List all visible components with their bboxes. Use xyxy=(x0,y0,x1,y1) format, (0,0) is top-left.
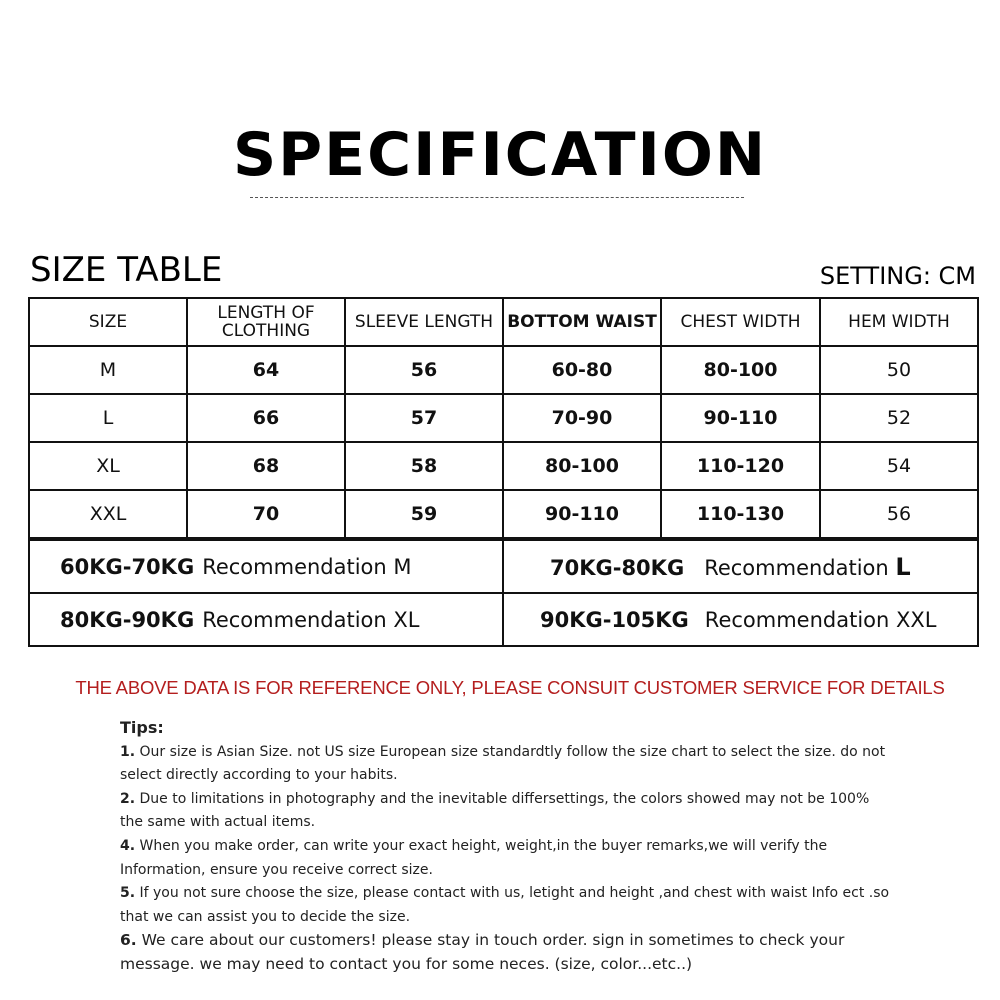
hem-cell: 56 xyxy=(820,490,978,538)
reference-notice: THE ABOVE DATA IS FOR REFERENCE ONLY, PLEASE CONSUIT CUSTOMER SERVICE FOR DETAILS xyxy=(75,677,945,698)
table-row xyxy=(29,490,978,538)
tip-text: We care about our customers! please stay in touch order. sign in sometimes to check your message. we may need to contact you for some neces. (size, color...etc..) xyxy=(120,931,845,973)
weight-range: 60KG-70KG xyxy=(60,554,195,579)
tips-heading: Tips: xyxy=(120,718,164,737)
tip-number: 1. xyxy=(120,743,136,760)
page-title: SPECIFICATION xyxy=(232,120,768,190)
tip-number: 6. xyxy=(120,931,137,950)
recommendation-cell xyxy=(503,593,978,646)
sleeve-cell: 58 xyxy=(345,442,503,490)
recommendation-text: Recommendation XXL xyxy=(704,607,937,632)
recommendation-text: Recommendation xyxy=(704,555,889,580)
size-cell: M xyxy=(29,346,187,394)
size-cell: L xyxy=(29,394,187,442)
header-hem-width: HEM WIDTH xyxy=(820,298,978,346)
length-cell: 66 xyxy=(187,394,345,442)
tip-number: 2. xyxy=(120,790,136,807)
table-row xyxy=(29,346,978,394)
header-size: SIZE xyxy=(29,298,187,346)
tip-item xyxy=(120,882,890,929)
tip-number: 4. xyxy=(120,837,136,854)
recommendation-cell xyxy=(503,540,978,593)
tip-text: Due to limitations in photography and the inevitable differsettings, the colors showed may not be 100% the same with actual items. xyxy=(120,790,870,831)
tips-section xyxy=(120,716,890,977)
tip-text: When you make order, can write your exact height, weight,in the buyer remarks,we will verify the Information, ensure you receive correct size. xyxy=(120,837,828,878)
waist-cell: 90-110 xyxy=(503,490,661,538)
tip-item xyxy=(120,835,890,882)
recommendation-cell xyxy=(29,540,503,593)
chest-cell: 110-120 xyxy=(661,442,820,490)
sleeve-cell: 56 xyxy=(345,346,503,394)
size-table-heading: SIZE TABLE xyxy=(30,250,223,290)
tip-text: Our size is Asian Size. not US size European size standardtly follow the size chart to select the size. do not select directly according to your habits. xyxy=(120,743,886,784)
chest-cell: 80-100 xyxy=(661,346,820,394)
tip-text: If you not sure choose the size, please contact with us, letight and height ,and chest with waist Info ect .so that we can assist you to decide the size. xyxy=(120,885,890,925)
sleeve-cell: 57 xyxy=(345,394,503,442)
chest-cell: 90-110 xyxy=(661,394,820,442)
header-length-of-clothing: LENGTH OF CLOTHING xyxy=(187,298,345,346)
weight-range: 70KG-80KG xyxy=(550,555,685,580)
unit-setting-label: SETTING: CM xyxy=(819,262,976,290)
hem-cell: 52 xyxy=(820,394,978,442)
weight-recommendation-table xyxy=(28,539,979,647)
title-divider xyxy=(250,197,744,198)
hem-cell: 54 xyxy=(820,442,978,490)
recommendation-row xyxy=(29,593,978,646)
header-sleeve-length: SLEEVE LENGTH xyxy=(345,298,503,346)
waist-cell: 60-80 xyxy=(503,346,661,394)
recommendation-text: Recommendation M xyxy=(202,554,412,579)
chest-cell: 110-130 xyxy=(661,490,820,538)
size-table-header-row xyxy=(29,298,978,346)
tip-number: 5. xyxy=(120,885,136,902)
hem-cell: 50 xyxy=(820,346,978,394)
tip-item xyxy=(120,788,890,835)
tip-item xyxy=(120,741,890,788)
length-cell: 64 xyxy=(187,346,345,394)
size-table xyxy=(28,297,979,539)
size-cell: XL xyxy=(29,442,187,490)
header-bottom-waist: BOTTOM WAIST xyxy=(503,298,661,346)
header-chest-width: CHEST WIDTH xyxy=(661,298,820,346)
tip-item xyxy=(120,929,890,976)
waist-cell: 70-90 xyxy=(503,394,661,442)
sleeve-cell: 59 xyxy=(345,490,503,538)
length-cell: 68 xyxy=(187,442,345,490)
recommendation-text: Recommendation XL xyxy=(202,607,420,632)
table-row xyxy=(29,442,978,490)
weight-range: 90KG-105KG xyxy=(540,607,689,632)
table-row xyxy=(29,394,978,442)
recommendation-row xyxy=(29,540,978,593)
length-cell: 70 xyxy=(187,490,345,538)
weight-range: 80KG-90KG xyxy=(60,607,195,632)
waist-cell: 80-100 xyxy=(503,442,661,490)
recommended-size: L xyxy=(895,552,911,581)
recommendation-cell xyxy=(29,593,503,646)
size-cell: XXL xyxy=(29,490,187,538)
